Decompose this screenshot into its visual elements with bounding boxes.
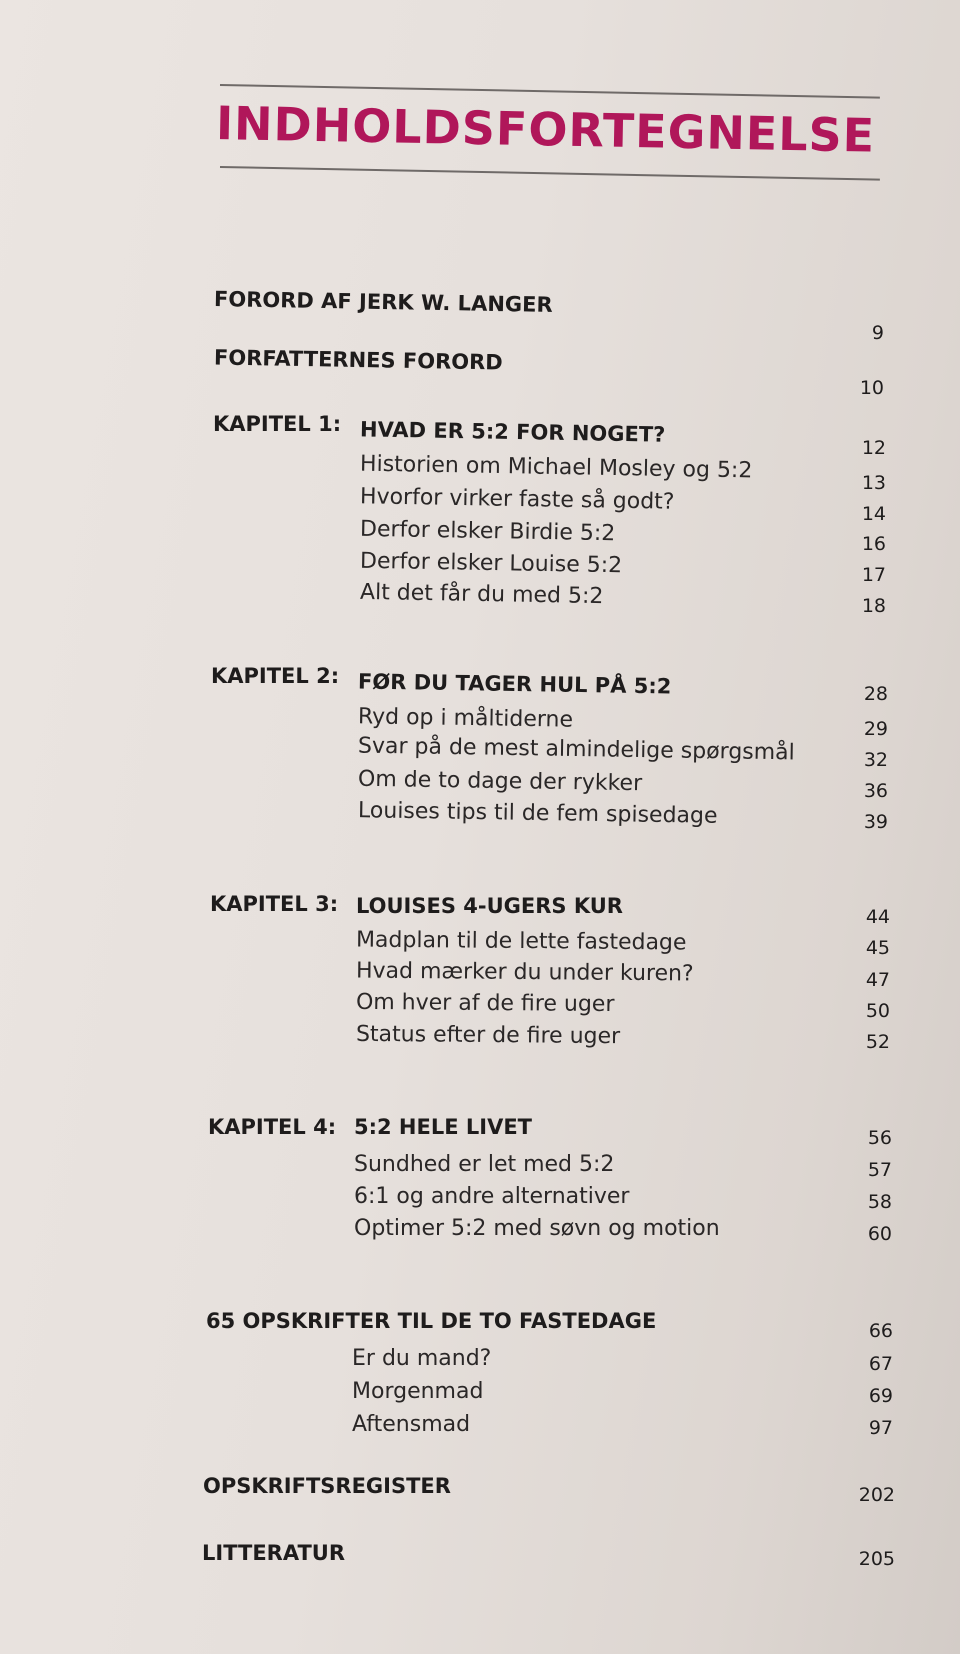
section-title: Sundhed er let med 5:2 [354, 1152, 615, 1177]
chapter-title: LOUISES 4-UGERS KUR [356, 894, 623, 918]
chapter-title: FØR DU TAGER HUL PÅ 5:2 [357, 669, 672, 699]
register-heading: OPSKRIFTSREGISTER [203, 1474, 451, 1498]
chapter-label: KAPITEL 3: [210, 892, 339, 916]
section-title: 6:1 og andre alternativer [354, 1184, 630, 1209]
page-number: 12 [861, 437, 886, 459]
page-number: 66 [868, 1320, 893, 1342]
page-number: 14 [861, 503, 886, 525]
section-title: Alt det får du med 5:2 [359, 579, 604, 610]
page-number: 58 [867, 1191, 892, 1213]
page-number: 60 [867, 1223, 892, 1245]
section-title: Er du mand? [352, 1346, 492, 1371]
page-number: 205 [858, 1548, 895, 1570]
page-title: INDHOLDSFORTEGNELSE [215, 96, 876, 163]
page-number: 97 [868, 1417, 893, 1439]
section-title: Ryd op i måltiderne [357, 704, 574, 733]
page-number: 36 [863, 780, 888, 802]
page-number: 57 [867, 1159, 892, 1181]
page-number: 50 [865, 1000, 890, 1022]
section-title: Hvad mærker du under kuren? [355, 958, 694, 987]
chapter-label: KAPITEL 1: [213, 412, 342, 436]
page-number: 52 [865, 1031, 890, 1053]
toc-entry-forord: FORORD AF JERK W. LANGER [213, 287, 553, 317]
chapter-label: KAPITEL 2: [211, 664, 340, 688]
page-number: 69 [868, 1385, 893, 1407]
section-title: Om de to dage der rykker [357, 766, 643, 797]
page-number: 28 [863, 683, 888, 705]
literature-heading: LITTERATUR [202, 1541, 346, 1565]
page-number: 202 [858, 1484, 895, 1506]
page-number: 17 [861, 564, 886, 586]
section-title: Hvorfor virker faste så godt? [359, 484, 675, 515]
page-number: 16 [861, 533, 886, 555]
page-number: 45 [865, 937, 890, 959]
page-number: 67 [868, 1353, 893, 1375]
chapter-title: 5:2 HELE LIVET [354, 1115, 533, 1139]
page-number: 29 [863, 718, 888, 740]
section-title: Om hver af de fire uger [355, 989, 615, 1018]
section-title: Status efter de fire uger [355, 1021, 621, 1050]
page-number: 18 [861, 595, 886, 617]
section-title: Derfor elsker Birdie 5:2 [359, 516, 616, 547]
title-rule-bottom [220, 166, 880, 181]
chapter-label: KAPITEL 4: [208, 1115, 337, 1139]
chapter-title: HVAD ER 5:2 FOR NOGET? [359, 417, 666, 447]
page-number: 10 [859, 377, 884, 399]
section-title: Optimer 5:2 med søvn og motion [354, 1216, 720, 1241]
page-number: 32 [863, 749, 888, 771]
section-title: Svar på de mest almindelige spørgsmål [357, 733, 795, 766]
page-number: 13 [861, 472, 886, 494]
section-title: Morgenmad [352, 1379, 484, 1404]
recipes-heading: 65 OPSKRIFTER TIL DE TO FASTEDAGE [206, 1309, 657, 1333]
section-title: Historien om Michael Mosley og 5:2 [359, 451, 753, 484]
toc-entry-forfatternes-forord: FORFATTERNES FORORD [213, 345, 503, 375]
page-number: 56 [867, 1127, 892, 1149]
section-title: Aftensmad [352, 1412, 471, 1437]
page-number: 44 [865, 906, 890, 928]
page-number: 47 [865, 969, 890, 991]
title-rule-top [220, 84, 880, 99]
section-title: Louises tips til de fem spisedage [357, 798, 718, 829]
section-title: Derfor elsker Louise 5:2 [359, 548, 623, 579]
page-number: 39 [863, 811, 888, 833]
page-number: 9 [871, 322, 884, 344]
section-title: Madplan til de lette fastedage [355, 927, 687, 956]
